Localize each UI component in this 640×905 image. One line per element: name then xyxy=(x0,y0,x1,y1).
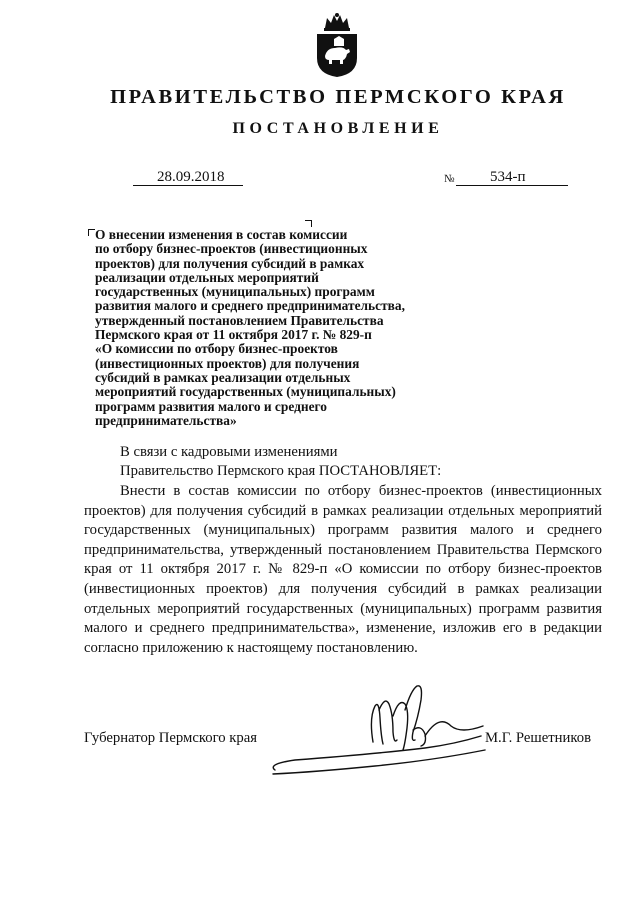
document-subject xyxy=(95,228,475,428)
subject-line: реализации отдельных мероприятий xyxy=(95,269,319,285)
subject-line: проектов) для получения субсидий в рамках xyxy=(95,255,365,271)
coat-of-arms-icon xyxy=(313,12,361,78)
government-title: ПРАВИТЕЛЬСТВО ПЕРМСКОГО КРАЯ xyxy=(110,86,566,108)
document-number: 534-п xyxy=(456,170,568,186)
subject-line: развития малого и среднего предпринимательства, xyxy=(95,298,405,314)
subject-line: О внесении изменения в состав комиссии xyxy=(95,227,348,242)
signatory-name: М.Г. Решетников xyxy=(485,730,592,746)
handwritten-signature-icon xyxy=(255,670,505,780)
subject-line: Пермского края от 11 октября 2017 г. № 829-п xyxy=(95,327,372,343)
subject-line: мероприятий государственных (муниципальных) xyxy=(95,384,396,400)
subject-line: (инвестиционных проектов) для получения xyxy=(95,355,360,371)
subject-line: по отбору бизнес-проектов (инвестиционных xyxy=(95,241,368,257)
subject-line: субсидий в рамках реализации отдельных xyxy=(95,369,351,385)
subject-line: предпринимательства» xyxy=(95,412,237,428)
subject-corner-mark-left xyxy=(88,229,95,236)
signatory-title: Губернатор Пермского края xyxy=(84,730,258,746)
subject-line: государственных (муниципальных) программ xyxy=(95,284,375,300)
document-date: 28.09.2018 xyxy=(133,170,243,186)
document-type: ПОСТАНОВЛЕНИЕ xyxy=(232,120,444,137)
number-label: № xyxy=(444,173,455,185)
subject-line: «О комиссии по отбору бизнес-проектов xyxy=(95,341,338,357)
subject-line: утвержденный постановлением Правительства xyxy=(95,312,384,328)
body-paragraph-resolves: Правительство Пермского края ПОСТАНОВЛЯЕТ: xyxy=(120,463,442,479)
body-paragraph-main: Внести в состав комиссии по отбору бизнес-проектов (инвестиционных проектов) для получения субсидий в рамках реализации отдельных мероприятий государственных (муниципальных) программ развития малого и среднего предпринимательства, утвержденный постановлением Правительства Пермского края от 11 октября 2017 г. № 829-п «О комиссии по отбору бизнес-проектов (инвестиционных проектов) для получения субсидий в рамках реализации отдельных мероприятий государственных (муниципальных) программ развития малого и среднего предпринимательства», изменение, изложив его в редакции согласно приложению к настоящему постановлению. xyxy=(84,483,602,656)
subject-line: программ развития малого и среднего xyxy=(95,398,327,414)
body-paragraph-reason: В связи с кадровыми изменениями xyxy=(120,444,338,460)
subject-corner-mark-right xyxy=(305,220,312,227)
